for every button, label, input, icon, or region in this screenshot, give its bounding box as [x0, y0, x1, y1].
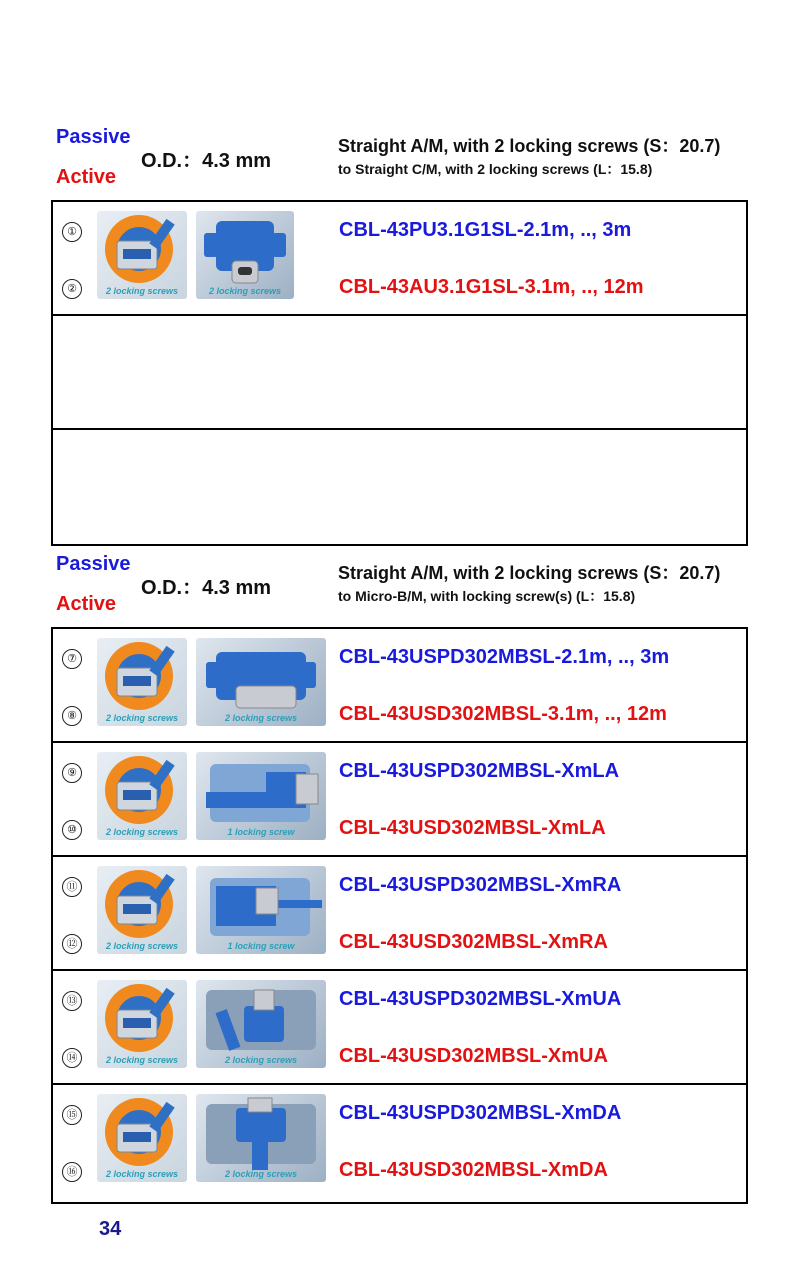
usb-a-connector-image: [97, 980, 187, 1068]
usb-a-connector-image: [97, 638, 187, 726]
caption: 2 locking screws: [208, 286, 282, 296]
active-part-number: CBL-43AU3.1G1SL-3.1m, .., 12m: [339, 276, 644, 298]
caption: 2 locking screws: [105, 827, 179, 837]
outer-diameter: O.D.：4.3 mm: [141, 577, 272, 599]
active-part-number: CBL-43USD302MBSL-XmLA: [339, 817, 606, 839]
item-number: ⑦: [62, 649, 82, 669]
usb-a-connector-image: [97, 752, 187, 840]
table-row: [53, 743, 746, 857]
passive-part-number: CBL-43USPD302MBSL-2.1m, .., 3m: [339, 646, 670, 668]
item-number: ⑫: [62, 934, 82, 954]
table-row: [53, 971, 746, 1085]
active-label: Active: [56, 593, 117, 615]
active-label: Active: [56, 166, 117, 188]
table-row: [53, 1085, 746, 1199]
micro-b-straight-connector-image: [196, 638, 326, 726]
table-row: [53, 857, 746, 971]
caption: 2 locking screws: [224, 1055, 298, 1065]
description-line-2: to Straight C/M, with 2 locking screws (L：15.8): [338, 161, 653, 177]
caption: 1 locking screw: [227, 827, 295, 837]
micro-b-down-angle-connector-image: [196, 1094, 326, 1182]
micro-b-left-angle-connector-image: [196, 752, 326, 840]
caption: 2 locking screws: [105, 1169, 179, 1179]
description-line-1: Straight A/M, with 2 locking screws (S：20.7): [338, 563, 721, 583]
passive-part-number: CBL-43PU3.1G1SL-2.1m, .., 3m: [339, 219, 632, 241]
micro-b-up-angle-connector-image: [196, 980, 326, 1068]
table-row: [53, 629, 746, 743]
item-number: ⑨: [62, 763, 82, 783]
section-1-header: [0, 126, 800, 198]
item-number: ⑯: [62, 1162, 82, 1182]
caption: 2 locking screws: [105, 941, 179, 951]
caption: 2 locking screws: [105, 286, 179, 296]
empty-row: [53, 430, 746, 544]
empty-row: [53, 316, 746, 430]
table-row: [53, 202, 746, 316]
item-number: ⑧: [62, 706, 82, 726]
description-line-2: to Micro-B/M, with locking screw(s) (L：15.8): [338, 588, 636, 604]
item-number: ②: [62, 279, 82, 299]
active-part-number: CBL-43USD302MBSL-XmRA: [339, 931, 608, 953]
passive-part-number: CBL-43USPD302MBSL-XmDA: [339, 1102, 622, 1124]
passive-part-number: CBL-43USPD302MBSL-XmUA: [339, 988, 622, 1010]
section-2-header: [0, 553, 800, 625]
item-number: ①: [62, 222, 82, 242]
usb-a-connector-image: [97, 1094, 187, 1182]
caption: 2 locking screws: [105, 713, 179, 723]
item-number: ⑭: [62, 1048, 82, 1068]
item-number: ⑬: [62, 991, 82, 1011]
passive-part-number: CBL-43USPD302MBSL-XmRA: [339, 874, 622, 896]
caption: 2 locking screws: [105, 1055, 179, 1065]
micro-b-right-angle-connector-image: [196, 866, 326, 954]
caption: 2 locking screws: [224, 1169, 298, 1179]
section-2-table: [51, 627, 748, 1204]
outer-diameter: O.D.：4.3 mm: [141, 150, 272, 172]
caption: 1 locking screw: [227, 941, 295, 951]
passive-label: Passive: [56, 126, 131, 148]
item-number: ⑩: [62, 820, 82, 840]
usb-c-connector-image: [196, 211, 294, 299]
page-number: 34: [99, 1218, 122, 1240]
section-1-table: [51, 200, 748, 546]
description-line-1: Straight A/M, with 2 locking screws (S：20.7): [338, 136, 721, 156]
usb-a-connector-image: [97, 211, 187, 299]
caption: 2 locking screws: [224, 713, 298, 723]
passive-part-number: CBL-43USPD302MBSL-XmLA: [339, 760, 620, 782]
active-part-number: CBL-43USD302MBSL-XmUA: [339, 1045, 608, 1067]
passive-label: Passive: [56, 553, 131, 575]
active-part-number: CBL-43USD302MBSL-XmDA: [339, 1159, 608, 1181]
usb-a-connector-image: [97, 866, 187, 954]
item-number: ⑮: [62, 1105, 82, 1125]
active-part-number: CBL-43USD302MBSL-3.1m, .., 12m: [339, 703, 667, 725]
item-number: ⑪: [62, 877, 82, 897]
